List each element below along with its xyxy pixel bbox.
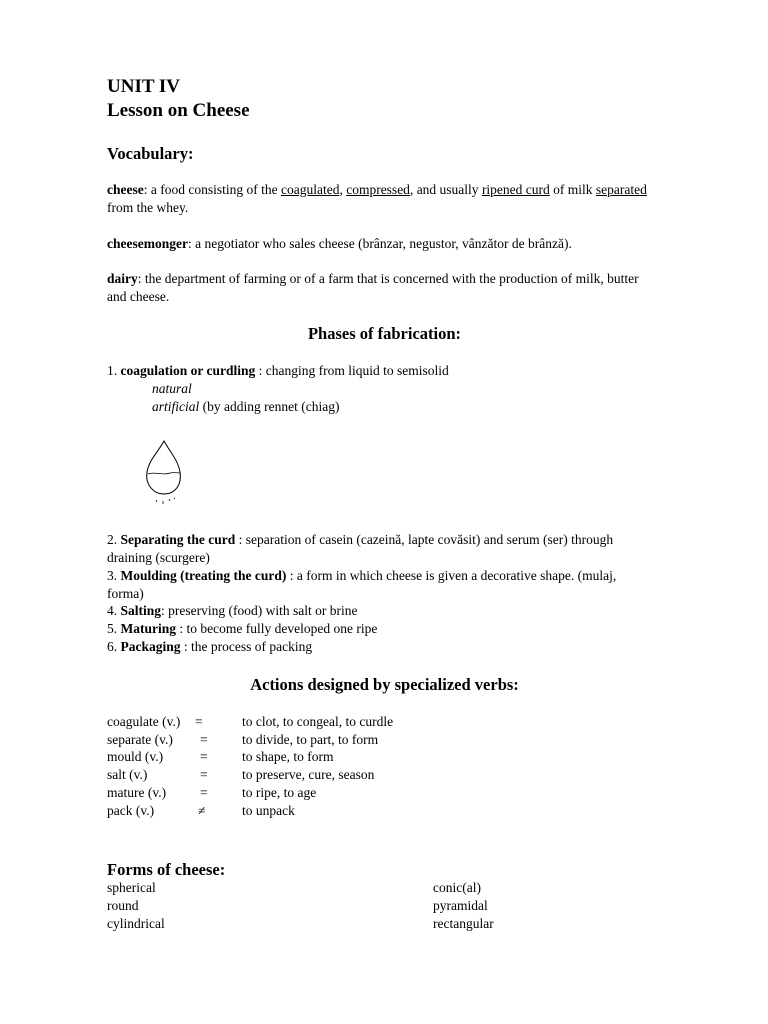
verb: mould (v.) <box>107 749 164 764</box>
form-right: pyramidal <box>433 898 488 913</box>
equals-sign: = <box>200 749 208 764</box>
phase-number: 4. <box>107 603 121 618</box>
form-right: rectangular <box>433 916 494 931</box>
phase-3 <box>107 567 616 585</box>
phase-number: 3. <box>107 568 121 583</box>
equals-sign: = <box>195 714 203 729</box>
phases-heading: Phases of fabrication: <box>307 324 462 343</box>
phase-4 <box>107 602 357 620</box>
definition-dairy-line2: and cheese. <box>107 289 170 304</box>
verb-meaning: to ripe, to age <box>242 785 317 800</box>
unit-title: UNIT IV <box>107 76 181 97</box>
form-left: spherical <box>107 880 156 895</box>
term-cheese: cheese <box>107 182 144 197</box>
phase-term: Packaging <box>120 639 181 654</box>
phase-definition: : preserving (food) with salt or brine <box>161 603 358 618</box>
verb-meaning: to shape, to form <box>242 749 334 764</box>
verb-meaning: to preserve, cure, season <box>242 767 375 782</box>
phase-definition: : the process of packing <box>180 639 313 654</box>
definition-text: : the department of farming or of a farm that is concerned with the production of milk, butter <box>137 271 639 286</box>
phase-term: coagulation or curdling <box>120 363 256 378</box>
phase-term: Maturing <box>120 621 176 636</box>
cheese-drop-sketch <box>143 438 193 510</box>
not-equal-sign: ≠ <box>198 803 206 818</box>
underlined-word: ripened curd <box>481 182 550 197</box>
verb-meaning: to clot, to congeal, to curdle <box>242 714 394 729</box>
phase-definition: : changing from liquid to semisolid <box>255 363 449 378</box>
phase-1 <box>107 362 449 380</box>
form-right: conic(al) <box>433 880 481 895</box>
definition-text: , <box>339 182 347 197</box>
underlined-word: compressed <box>346 182 410 197</box>
definition-cheese-line2: from the whey. <box>107 200 189 215</box>
phase-number: 6. <box>107 639 121 654</box>
equals-sign: = <box>200 732 208 747</box>
form-left: round <box>107 898 139 913</box>
actions-heading: Actions designed by specialized verbs: <box>250 675 519 694</box>
phase-note: (by adding rennet (chiag) <box>199 399 340 414</box>
phase-definition: : separation of casein (cazeină, lapte covăsit) and serum (ser) through <box>235 532 614 547</box>
underlined-word: separated <box>595 182 647 197</box>
phase-definition: : a form in which cheese is given a decorative shape. (mulaj, <box>286 568 617 583</box>
italic-word: artificial <box>152 399 200 414</box>
phase-5 <box>107 620 377 638</box>
verb-meaning: to unpack <box>242 803 295 818</box>
phase-number: 1. <box>107 363 121 378</box>
phase-1-artificial <box>152 398 339 416</box>
forms-heading: Forms of cheese: <box>107 860 226 879</box>
definition-cheesemonger <box>107 235 572 253</box>
verb: separate (v.) <box>107 732 173 747</box>
phase-1-natural: natural <box>152 381 192 396</box>
verb-meaning: to divide, to part, to form <box>242 732 379 747</box>
definition-dairy <box>107 270 639 288</box>
verb: pack (v.) <box>107 803 155 818</box>
term-dairy: dairy <box>107 271 138 286</box>
phase-definition: : to become fully developed one ripe <box>176 621 378 636</box>
verb: salt (v.) <box>107 767 148 782</box>
equals-sign: = <box>200 767 208 782</box>
definition-text: of milk <box>549 182 596 197</box>
verb: coagulate (v.) <box>107 714 181 729</box>
definition-text: : a food consisting of the <box>143 182 281 197</box>
phase-number: 2. <box>107 532 121 547</box>
phase-number: 5. <box>107 621 121 636</box>
phase-2-line2: draining (scurgere) <box>107 550 210 565</box>
definition-cheese <box>107 181 647 199</box>
phase-6 <box>107 638 312 656</box>
lesson-title: Lesson on Cheese <box>107 100 250 121</box>
phase-term: Separating the curd <box>120 532 236 547</box>
form-left: cylindrical <box>107 916 165 931</box>
verb: mature (v.) <box>107 785 167 800</box>
vocabulary-heading: Vocabulary: <box>107 144 194 163</box>
definition-text: : a negotiator who sales cheese (brânzar, negustor, vânzător de brânză). <box>187 236 572 251</box>
phase-term: Moulding (treating the curd) <box>120 568 287 583</box>
term-cheesemonger: cheesemonger <box>107 236 188 251</box>
phase-term: Salting <box>120 603 162 618</box>
underlined-word: coagulated <box>280 182 340 197</box>
definition-text: , and usually <box>409 182 482 197</box>
equals-sign: = <box>200 785 208 800</box>
phase-2 <box>107 531 613 549</box>
phase-3-line2: forma) <box>107 586 144 601</box>
